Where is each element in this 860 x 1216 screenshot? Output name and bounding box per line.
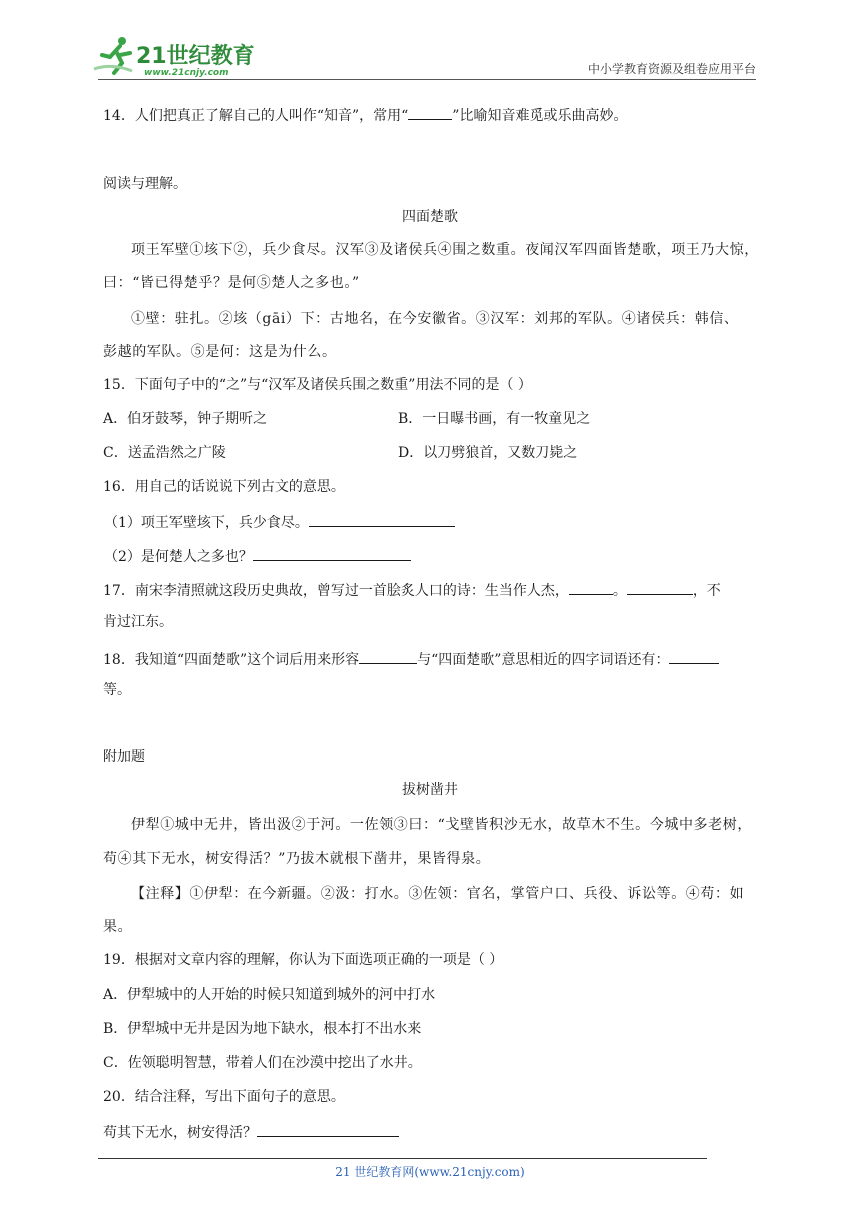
- question-19-stem: 19．根据对文章内容的理解，你认为下面选项正确的一项是（ ）: [103, 952, 504, 968]
- notes-line: ①壁：驻扎。②垓（gāi）下：古地名，在今安徽省。③汉军：刘邦的军队。④诸侯兵：韩信、: [131, 311, 739, 327]
- option-a[interactable]: A．伯牙鼓琴，钟子期听之: [103, 411, 268, 427]
- question-16-sub2: （2）是何楚人之多也？: [104, 545, 411, 567]
- notes-line: 彭越的军队。⑤是何：这是为什么。: [103, 344, 337, 360]
- answer-blank[interactable]: [359, 648, 417, 664]
- passage-line: 曰：“皆已得楚乎？是何⑤楚人之多也。”: [103, 275, 360, 291]
- question-20-stem: 20．结合注释，写出下面句子的意思。: [103, 1089, 345, 1105]
- answer-blank[interactable]: [257, 1121, 399, 1137]
- section-heading: 附加题: [103, 749, 145, 765]
- answer-blank[interactable]: [627, 579, 693, 595]
- logo-main-text: 21世纪教育: [136, 44, 255, 69]
- option-c[interactable]: C．送孟浩然之广陵: [103, 445, 226, 461]
- answer-blank[interactable]: [669, 648, 719, 664]
- platform-name: 中小学教育资源及组卷应用平台: [587, 62, 756, 76]
- question-17-line2: 肯过江东。: [103, 614, 173, 630]
- notes-line: 【注释】①伊犁：在今新疆。②汲：打水。③佐领：官名，掌管户口、兵役、诉讼等。④苟：如: [131, 886, 745, 902]
- question-16-stem: 16．用自己的话说说下列古文的意思。: [103, 479, 345, 495]
- option-b[interactable]: B．一日曝书画，有一牧童见之: [398, 411, 591, 427]
- question-15-stem: 15．下面句子中的“之”与“汉军及诸侯兵围之数重”用法不同的是（ ）: [103, 377, 532, 393]
- runner-icon: [94, 37, 132, 73]
- question-18: 18．我知道“四面楚歌”这个词后用来形容 与“四面楚歌”意思相近的四字词语还有：: [103, 648, 719, 670]
- question-14: 14．人们把真正了解自己的人叫作“知音”，常用“ ”比喻知音难觅或乐曲高妙。: [103, 104, 627, 126]
- section-heading: 阅读与理解。: [103, 176, 187, 192]
- answer-blank[interactable]: [569, 579, 613, 595]
- header-divider: [98, 79, 756, 80]
- footer-divider: [98, 1158, 707, 1159]
- passage-line: 项王军壁①垓下②，兵少食尽。汉军③及诸侯兵④围之数重。夜闻汉军四面皆楚歌，项王乃大惊，: [131, 242, 759, 258]
- answer-blank[interactable]: [408, 104, 452, 120]
- question-20-sentence: 苟其下无水，树安得活？: [103, 1121, 399, 1143]
- option-c[interactable]: C．佐领聪明智慧，带着人们在沙漠中挖出了水井。: [103, 1055, 422, 1071]
- site-logo: [92, 33, 262, 81]
- question-16-sub1: （1）项王军壁垓下，兵少食尽。: [104, 511, 455, 533]
- option-a[interactable]: A．伊犁城中的人开始的时候只知道到城外的河中打水: [103, 987, 436, 1003]
- option-b[interactable]: B．伊犁城中无井是因为地下缺水，根本打不出水来: [103, 1021, 422, 1037]
- passage-line: 苟④其下无水，树安得活？”乃拔木就根下凿井，果皆得泉。: [103, 851, 491, 867]
- option-d[interactable]: D．以刀劈狼首，又数刀毙之: [398, 445, 578, 461]
- answer-blank[interactable]: [309, 511, 455, 527]
- answer-blank[interactable]: [253, 545, 411, 561]
- footer-link[interactable]: 21 世纪教育网(www.21cnjy.com): [335, 1165, 525, 1179]
- question-17: 17．南宋李清照就这段历史典故，曾写过一首脍炙人口的诗：生当作人杰， 。 ，不: [103, 579, 721, 601]
- logo-url-text: www.21cnjy.com: [144, 68, 229, 78]
- passage-title: 拔树凿井: [402, 782, 458, 798]
- question-18-line2: 等。: [103, 682, 131, 698]
- passage-title: 四面楚歌: [402, 209, 458, 225]
- notes-line: 果。: [103, 919, 133, 935]
- passage-line: 伊犁①城中无井，皆出汲②于河。一佐领③曰：“戈壁皆积沙无水，故草木不生。今城中多老树，: [131, 817, 752, 833]
